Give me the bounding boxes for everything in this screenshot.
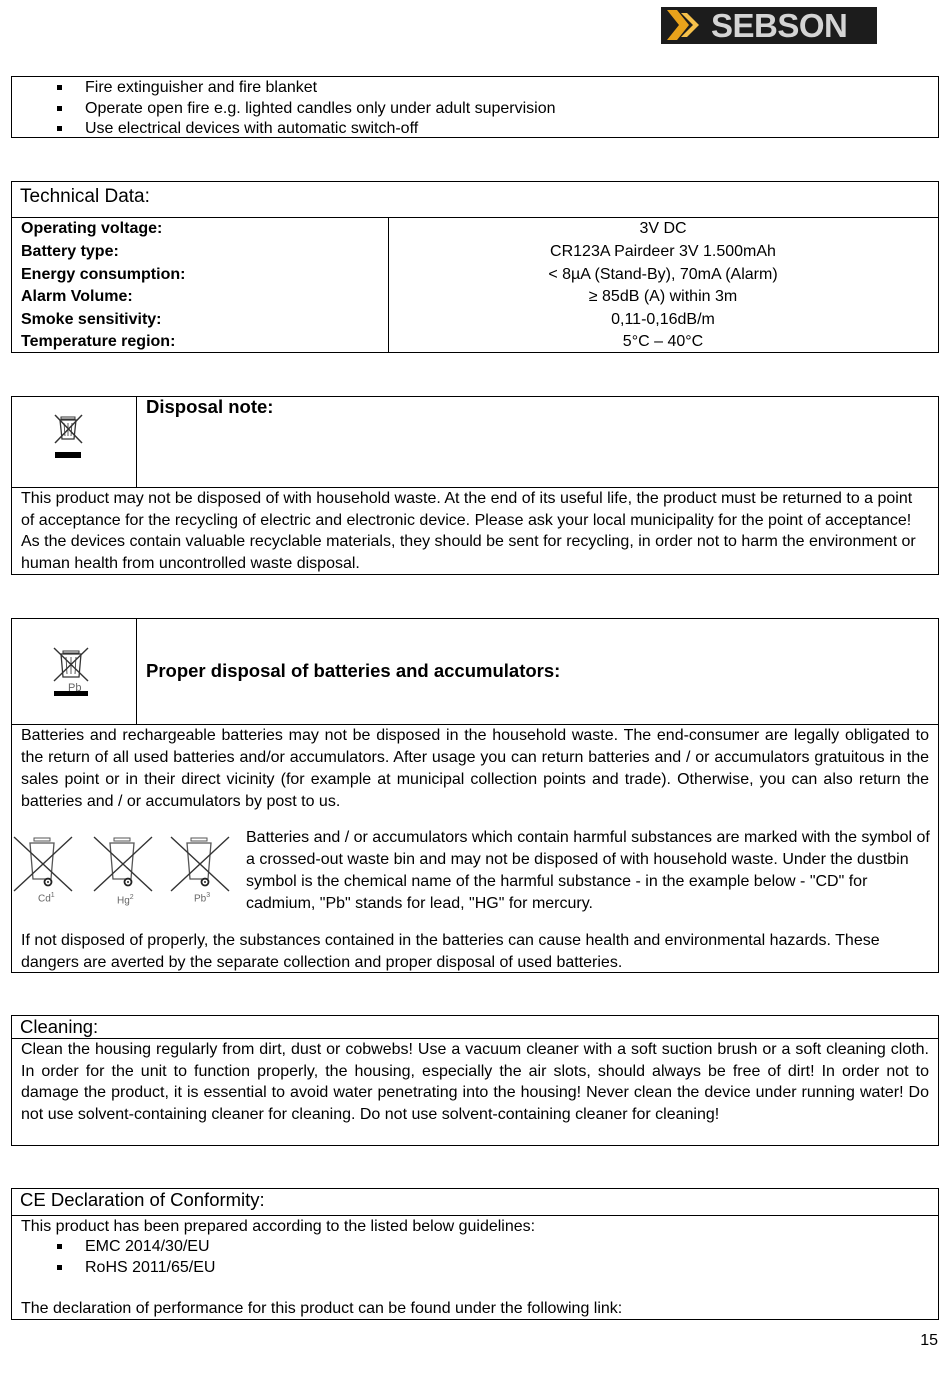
battery-disposal-box: [11, 618, 939, 973]
row-value: 0,11-0,16dB/m: [611, 310, 715, 328]
technical-data-title: Technical Data:: [20, 186, 150, 207]
table-row: [12, 218, 938, 241]
table-row: [12, 286, 938, 309]
row-label: Battery type:: [21, 243, 119, 260]
ce-link-text: The declaration of performance for this product can be found under the following link:: [21, 1300, 623, 1317]
table-row: [12, 264, 938, 287]
list-item: Use electrical devices with automatic switch-off: [12, 119, 938, 140]
table-row: [12, 331, 938, 354]
row-value: CR123A Pairdeer 3V 1.500mAh: [550, 243, 776, 260]
list-item: Operate open fire e.g. lighted candles only under adult supervision: [12, 99, 938, 120]
safety-list: [12, 78, 938, 140]
row-value: 5°C – 40°C: [622, 332, 704, 350]
cleaning-box: [11, 1015, 939, 1146]
chevron-logo-icon: [665, 9, 707, 42]
cadmium-bin-icon: [12, 835, 76, 895]
bin-caption: Hg$^2$: [117, 894, 134, 907]
batteries-text: Batteries and rechargeable batteries may not be disposed in the household waste. The end-consumer are legally obligated to the return of all used batteries and/or accumulators. After usage you can return batteries and / or accumulators gratuitous in the sales point or in their direct vicinity (for example at municipal collection points and trade). Otherwise, you can also return the batteries and / or accumulators by post to us.: [21, 727, 929, 810]
battery-bin-icons: [12, 835, 242, 905]
pb-caption: Pb: [68, 682, 82, 694]
row-value: 3V DC: [639, 220, 687, 237]
disposal-title: Disposal note:: [146, 396, 274, 417]
crossed-bin-icon: [52, 413, 86, 461]
sebson-logo: [661, 7, 877, 44]
ce-intro: This product has been prepared according to the listed below guidelines:: [21, 1218, 536, 1235]
ce-declaration-box: [11, 1188, 939, 1320]
ce-title: CE Declaration of Conformity:: [20, 1189, 265, 1210]
row-value: ≥ 85dB (A) within 3m: [588, 288, 738, 305]
row-value: < 8µA (Stand-By), 70mA (Alarm): [548, 265, 778, 283]
row-label: Operating voltage:: [21, 220, 163, 237]
list-item: Fire extinguisher and fire blanket: [12, 78, 938, 99]
technical-data-table: [11, 181, 939, 353]
batteries-symbol-text: Batteries and / or accumulators which contain harmful substances are marked with the symbol of a crossed-out waste bin and may not be disposed of with household waste. Under the dustbin symbol is the chemical name of the harmful substance - in the example below - "CD" for cadmium, "Pb" stands for lead, "HG" for mercury.: [246, 829, 930, 912]
bin-caption: Cd$^1$: [38, 892, 55, 905]
cleaning-text: Clean the housing regularly from dirt, dust or cobwebs! Use a vacuum cleaner with a soft suction brush or a soft cleaning cloth. In order for the unit to function properly, the housing, especially the air slots, should always be free of dirt! In order not to damage the product, it is essential to avoid water penetrating into the housing! Never clean the device under running water! Do not use solvent-containing cleaner for cleaning. Do not use solvent-containing cleaner for cleaning!: [21, 1041, 929, 1123]
lead-bin-icon: [169, 835, 233, 895]
logo-text: SEBSON: [711, 7, 848, 44]
row-label: Energy consumption:: [21, 265, 186, 283]
row-label: Alarm Volume:: [21, 288, 133, 305]
disposal-text: This product may not be disposed of with household waste. At the end of its useful life, the product must be returned to a point of acceptance for the recycling of electric and electronic device. Please ask your local municipality for the point of acceptance! As the devices contain valuable recyclable materials, they should be sent for recycling, in order not to harm the environment or human health from uncontrolled waste disposal.: [21, 490, 916, 572]
cleaning-title: Cleaning:: [20, 1016, 99, 1037]
batteries-title: Proper disposal of batteries and accumulators:: [146, 660, 561, 681]
table-row: [12, 309, 938, 332]
table-row: [12, 241, 938, 264]
list-item: EMC 2014/30/EU: [12, 1237, 938, 1258]
ce-guidelines-list: [12, 1237, 938, 1278]
bin-caption: Pb$^3$: [194, 892, 211, 905]
mercury-bin-icon: [92, 835, 156, 895]
safety-list-box: [11, 76, 939, 138]
list-item: RoHS 2011/65/EU: [12, 1258, 938, 1279]
row-label: Temperature region:: [21, 332, 176, 350]
row-label: Smoke sensitivity:: [21, 310, 162, 328]
batteries-hazard-text: If not disposed of properly, the substances contained in the batteries can cause health and environmental hazards. These dangers are averted by the separate collection and proper disposal of used batteries.: [21, 932, 880, 971]
disposal-note-box: [11, 396, 939, 575]
page-number: 15: [920, 1332, 938, 1349]
